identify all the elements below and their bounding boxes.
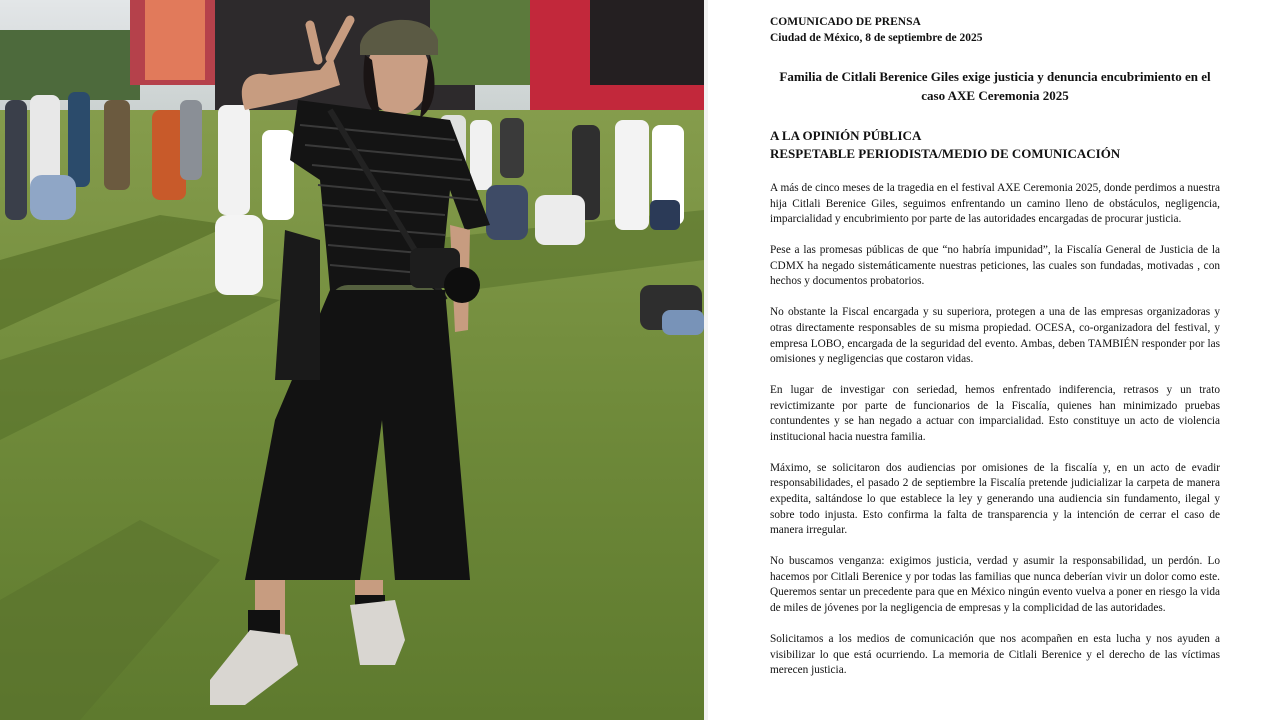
paragraph: En lugar de investigar con seriedad, hemos enfrentado indiferencia, retrasos y un trato revictimizante por parte de funcionarios de la Fiscalía, quienes han minimizado pruebas contundentes y se han negado a actuar con imparcialidad. Esto constituye un acto de violencia institucional hacia nuestra familia. bbox=[770, 384, 1220, 443]
release-title: Familia de Citlali Berenice Giles exige justicia y denuncia encubrimiento en el caso AXE Ceremonia 2025 bbox=[779, 69, 1211, 103]
paragraph: A más de cinco meses de la tragedia en el festival AXE Ceremonia 2025, donde perdimos a nuestra hija Citlali Berenice Giles, seguimos enfrentando un camino lleno de obstáculos, negligencia, imparcialidad y encubrimiento por parte de las autoridades encargadas de procurar justicia. bbox=[770, 182, 1220, 226]
paragraph: No buscamos venganza: exigimos justicia, verdad y asumir la responsabilidad, un perdón. Lo hacemos por Citlali Berenice y por todas las familias que nunca deberían vivir un dolor como este. Queremos sentar un precedente para que en México ningún evento vuelva a poner en riesgo la vida de miles de jóvenes por la negligencia de empresas y la complicidad de las autoridades. bbox=[770, 555, 1220, 615]
paragraph: Máximo, se solicitaron dos audiencias por omisiones de la fiscalía y, en un acto de evadir responsabilidades, el pasado 2 de septiembre la Fiscalía pretende judicializar la carpeta de manera expedita, saltándose lo que establece la ley y generando una audiencia sin fundamento, ilegal y sobre todo injusta. Esto confirma la falta de transparencia y la intención de cerrar el caso de manera irregular. bbox=[770, 461, 1220, 537]
press-release bbox=[708, 0, 1280, 720]
trees bbox=[0, 30, 140, 100]
paragraph: No obstante la Fiscal encargada y su superiora, protegen a una de las empresas organizadoras y otras directamente responsables de su misma propiedad. OCESA, co-organizadora del festival, y empresa LOBO, encargada de la seguridad del evento. Ambas, deben TAMBIÉN responder por las omisiones y negligencias que costaron vidas. bbox=[770, 306, 1220, 366]
place-date: Ciudad de México, 8 de septiembre de 2025 bbox=[770, 32, 983, 44]
release-label: COMUNICADO DE PRENSA bbox=[770, 16, 921, 28]
addressee-line-1: A LA OPINIÓN PÚBLICA bbox=[770, 128, 922, 143]
paragraph: Solicitamos a los medios de comunicación que nos acompañen en esta lucha y nos ayuden a visibilizar lo que está ocurriendo. La memoria de Citlali Berenice y el derecho de las víctimas merecen justicia. bbox=[770, 633, 1220, 677]
addressee-line-2: RESPETABLE PERIODISTA/MEDIO DE COMUNICACIÓN bbox=[770, 146, 1121, 161]
paragraph: Pese a las promesas públicas de que “no habría impunidad”, la Fiscalía General de Justicia de la CDMX ha negado sistemáticamente nuestras peticiones, las cuales son fundadas, motivadas , con hechos y documentos probatorios. bbox=[770, 244, 1220, 288]
